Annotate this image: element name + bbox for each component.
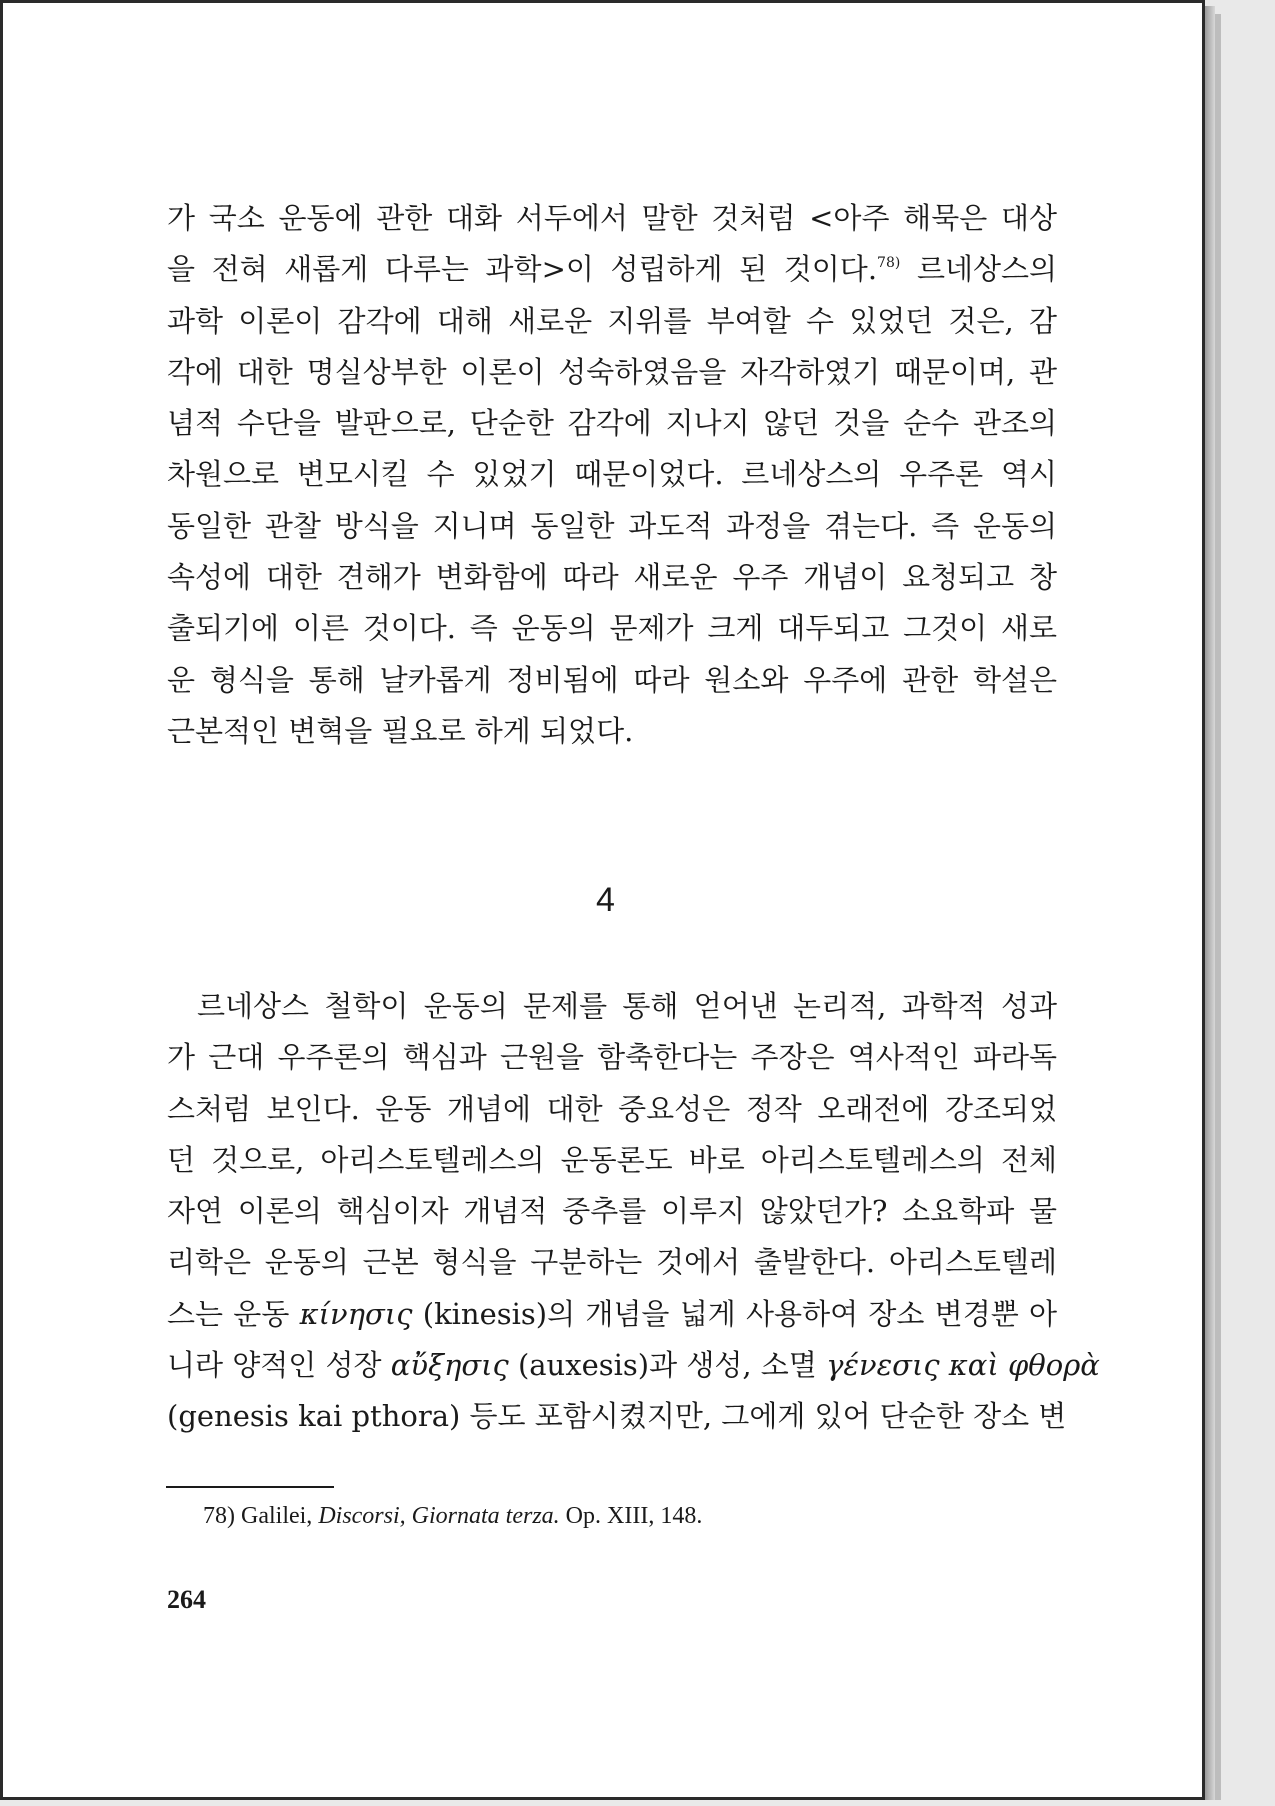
text-line: 속성에 대한 견해가 변화함에 따라 새로운 우주 개념이 요청되고 창 [167,560,1057,595]
page-number: 264 [167,1585,206,1614]
page-edge-shadow [1205,6,1215,1800]
text-line: 각에 대한 명실상부한 이론이 성숙하였음을 자각하였기 때문이며, 관 [167,354,1057,389]
footnote-reference-detail: Op. XIII, 148. [565,1503,703,1529]
paragraph-1 [167,193,1057,757]
greek-term: αὔξησις [390,1348,509,1383]
text-line: 가 국소 운동에 관한 대화 서두에서 말한 것처럼 <아주 해묵은 대상 [167,201,1057,235]
footnote-reference[interactable]: 78) [877,255,901,272]
footnote-title: Discorsi, Giornata terza. [318,1503,560,1529]
text-line: 념적 수단을 발판으로, 단순한 감각에 지나지 않던 것을 순수 관조의 [167,406,1057,441]
text-line: 운 형식을 통해 날카롭게 정비됨에 따라 원소와 우주에 관한 학설은 [167,662,1057,697]
text-line: 과학 이론이 감각에 대해 새로운 지위를 부여할 수 있었던 것은, 감 [167,303,1057,338]
footnote-divider [166,1486,334,1488]
text-line: 자연 이론의 핵심이자 개념적 중추를 이루지 않았던가? 소요학파 물 [167,1194,1057,1229]
text-line: 던 것으로, 아리스토텔레스의 운동론도 바로 아리스토텔레스의 전체 [167,1142,1057,1177]
footnote [203,1503,702,1530]
text-line: (genesis kai pthora) 등도 포함시켰지만, 그에게 있어 단순한 장소 변 [167,1399,1067,1434]
text-line: 동일한 관찰 방식을 지니며 동일한 과도적 과정을 겪는다. 즉 운동의 [167,508,1057,543]
greek-term: κίνησις [299,1296,413,1331]
text-line: 스처럼 보인다. 운동 개념에 대한 중요성은 정작 오래전에 강조되었 [167,1091,1057,1126]
paragraph-2 [167,981,1100,1443]
text-line: 리학은 운동의 근본 형식을 구분하는 것에서 출발한다. 아리스토텔레 [167,1245,1057,1280]
text-line: 가 근대 우주론의 핵심과 근원을 함축한다는 주장은 역사적인 파라독 [167,1040,1057,1075]
text-line: 스는 운동 κίνησις (kinesis)의 개념을 넓게 사용하여 장소 변경뿐 아 [167,1296,1058,1331]
page-edge-shadow [1215,14,1221,1800]
text-line: 차원으로 변모시킬 수 있었기 때문이었다. 르네상스의 우주론 역시 [167,457,1057,492]
text-line: 니라 양적인 성장 αὔξησις (auxesis)과 생성, 소멸 γένεσις καὶ φθορὰ [167,1348,1100,1383]
text-line: 르네상스 철학이 운동의 문제를 통해 얻어낸 논리적, 과학적 성과 [197,989,1057,1023]
text-line: 출되기에 이른 것이다. 즉 운동의 문제가 크게 대두되고 그것이 새로 [167,611,1057,646]
footnote-number: 78) [203,1503,235,1529]
section-number: 4 [596,881,615,919]
greek-term: γένεσις καὶ φθορὰ [826,1348,1100,1383]
text-line: 을 전혀 새롭게 다루는 과학>이 성립하게 된 것이다.$^{78)}$ 르네상스의 [167,252,1058,287]
footnote-author: Galilei, [241,1503,313,1529]
text-line: 근본적인 변혁을 필요로 하게 되었다. [167,713,634,748]
